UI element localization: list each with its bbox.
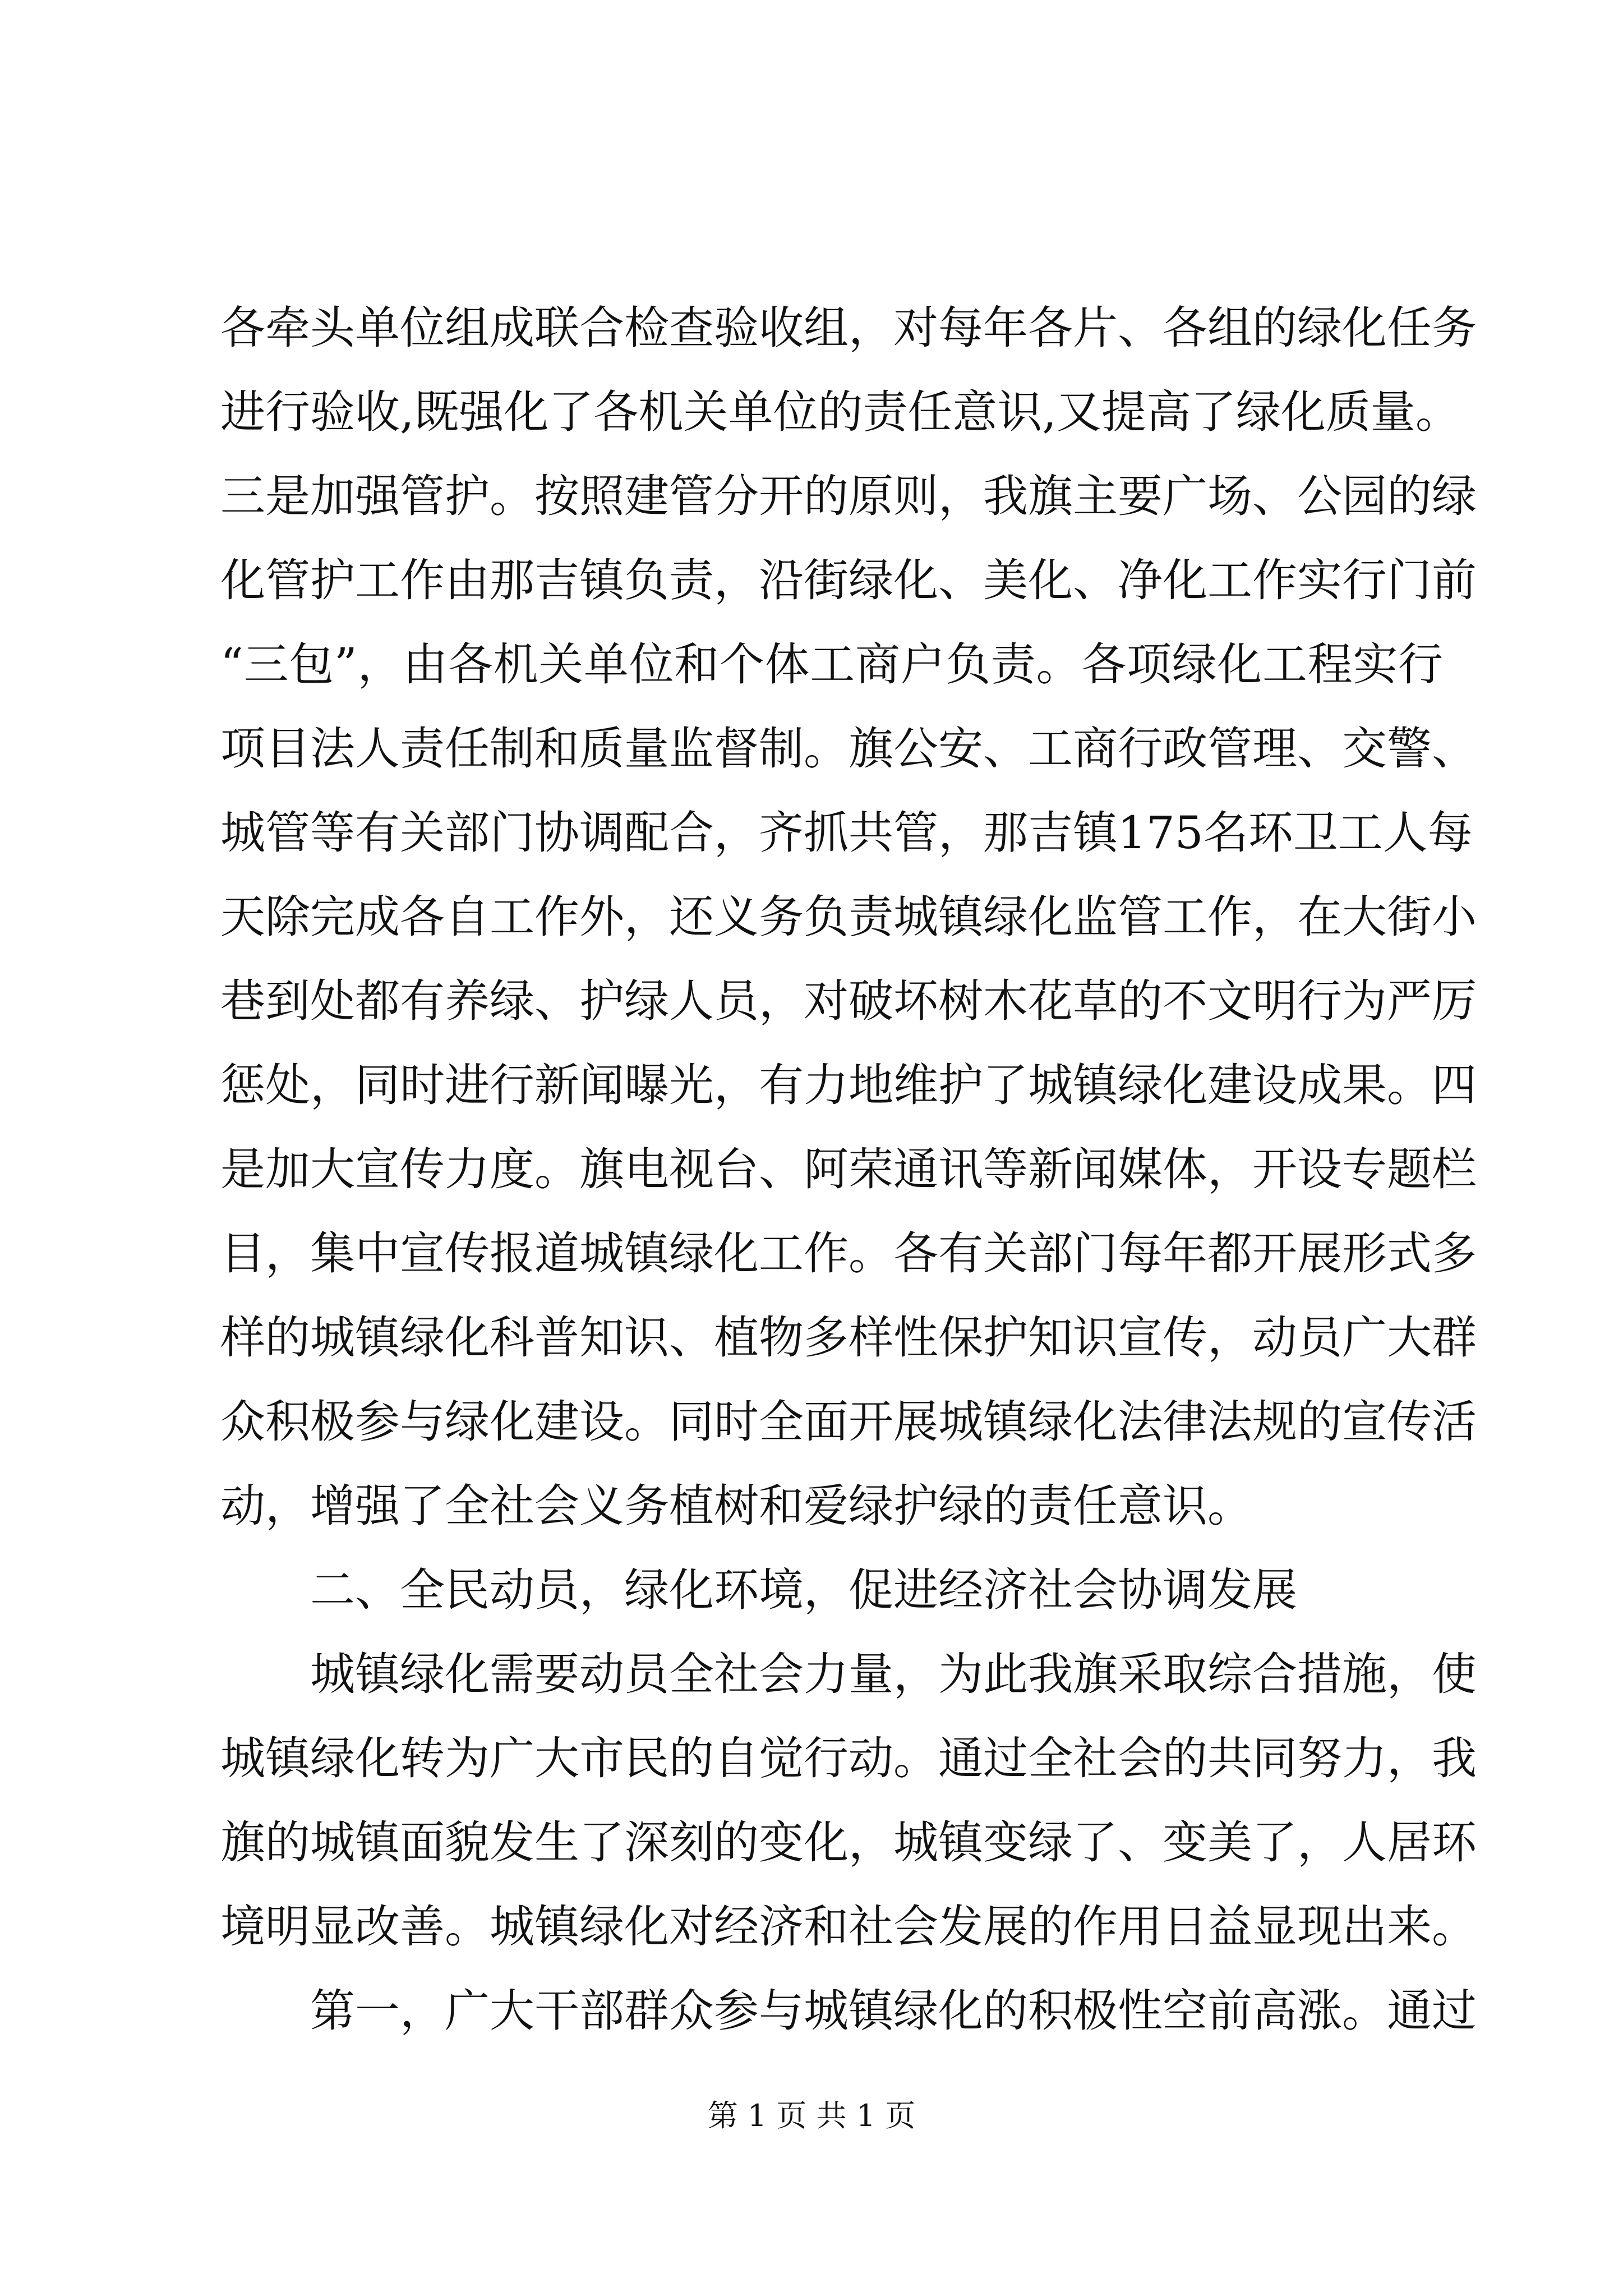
text-line: 进行验收,既强化了各机关单位的责任意识,又提高了绿化质量。 xyxy=(220,386,1460,438)
page-number-footer: 第 1 页 共 1 页 xyxy=(707,2098,916,2133)
text-line: 三是加强管护。按照建管分开的原则，我旗主要广场、公园的绿 xyxy=(220,470,1477,522)
text-line: 众积极参与绿化建设。同时全面开展城镇绿化法律法规的宣传活 xyxy=(220,1396,1477,1448)
text-line: 旗的城镇面貌发生了深刻的变化，城镇变绿了、变美了，人居环 xyxy=(220,1816,1477,1869)
text-line: 境明显改善。城镇绿化对经济和社会发展的作用日益显现出来。 xyxy=(220,1901,1477,1953)
text-line: 样的城镇绿化科普知识、植物多样性保护知识宣传，动员广大群 xyxy=(220,1312,1477,1364)
body-text xyxy=(220,286,1477,2053)
text-line: 城管等有关部门协调配合，齐抓共管，那吉镇175名环卫工人每 xyxy=(220,807,1473,859)
text-line: 化管护工作由那吉镇负责，沿街绿化、美化、净化工作实行门前 xyxy=(220,554,1477,606)
text-line: 城镇绿化需要动员全社会力量，为此我旗采取综合措施，使 xyxy=(310,1648,1477,1700)
text-line: “三包”，由各机关单位和个体工商户负责。各项绿化工程实行 xyxy=(220,638,1443,691)
text-line: 天除完成各自工作外，还义务负责城镇绿化监管工作，在大街小 xyxy=(220,891,1477,943)
text-line: 项目法人责任制和质量监督制。旗公安、工商行政管理、交警、 xyxy=(220,723,1477,775)
text-line: 第一，广大干部群众参与城镇绿化的积极性空前高涨。通过 xyxy=(310,1985,1477,2037)
text-line: 是加大宣传力度。旗电视台、阿荣通讯等新闻媒体，开设专题栏 xyxy=(220,1143,1477,1195)
text-line: 惩处，同时进行新闻曝光，有力地维护了城镇绿化建设成果。四 xyxy=(220,1059,1477,1111)
section-heading: 二、全民动员，绿化环境，促进经济社会协调发展 xyxy=(310,1564,1297,1616)
text-line: 各牵头单位组成联合检查验收组，对每年各片、各组的绿化任务 xyxy=(220,302,1477,354)
text-line: 巷到处都有养绿、护绿人员，对破坏树木花草的不文明行为严厉 xyxy=(220,975,1477,1027)
text-line: 动，增强了全社会义务植树和爱绿护绿的责任意识。 xyxy=(220,1480,1252,1532)
text-line: 城镇绿化转为广大市民的自觉行动。通过全社会的共同努力，我 xyxy=(220,1732,1477,1784)
text-line: 目，集中宣传报道城镇绿化工作。各有关部门每年都开展形式多 xyxy=(220,1227,1477,1280)
